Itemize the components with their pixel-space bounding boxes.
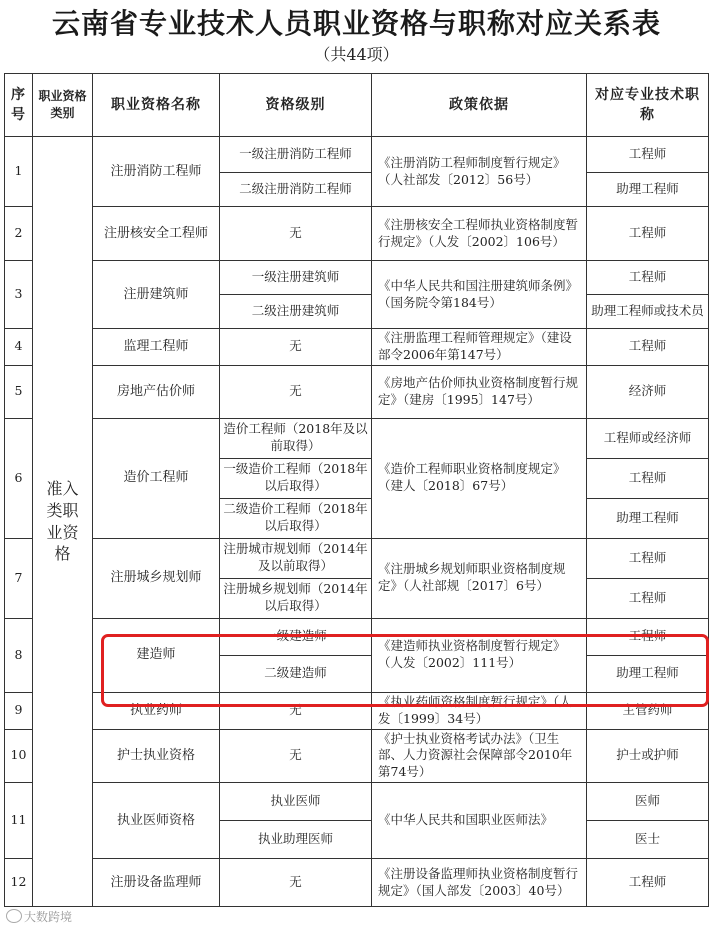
qualification-level: 造价工程师（2018年及以前取得） <box>220 418 372 458</box>
qualification-name: 房地产估价师 <box>93 365 220 418</box>
table-row <box>5 692 709 729</box>
qualification-name: 注册设备监理师 <box>93 859 220 907</box>
qualification-level: 二级造价工程师（2018年以后取得） <box>220 498 372 538</box>
row-number: 12 <box>5 859 33 907</box>
row-number: 2 <box>5 207 33 261</box>
header-policy: 政策依据 <box>372 74 587 137</box>
professional-title: 工程师 <box>587 137 709 173</box>
table-row <box>5 261 709 295</box>
policy-basis: 《注册核安全工程师执业资格制度暂行规定》（人发〔2002〕106号） <box>372 207 587 261</box>
row-number: 4 <box>5 329 33 366</box>
policy-basis: 《中华人民共和国注册建筑师条例》（国务院令第184号） <box>372 261 587 329</box>
professional-title: 助理工程师或技术员 <box>587 295 709 329</box>
table-row <box>5 365 709 418</box>
header-title: 对应专业技术职称 <box>587 74 709 137</box>
qualification-level: 无 <box>220 207 372 261</box>
professional-title: 护士或护师 <box>587 729 709 783</box>
qualification-name: 注册消防工程师 <box>93 137 220 207</box>
qualification-level: 注册城市规划师（2014年及以前取得） <box>220 538 372 578</box>
qualification-name: 注册建筑师 <box>93 261 220 329</box>
qualification-level: 执业助理医师 <box>220 821 372 859</box>
professional-title: 工程师 <box>587 578 709 618</box>
policy-basis: 《房地产估价师执业资格制度暂行规定》（建房〔1995〕147号） <box>372 365 587 418</box>
policy-basis: 《建造师执业资格制度暂行规定》（人发〔2002〕111号） <box>372 618 587 692</box>
weibo-icon <box>6 909 22 923</box>
qualification-level: 无 <box>220 692 372 729</box>
header-category: 职业资格类别 <box>33 74 93 137</box>
row-number: 7 <box>5 538 33 618</box>
qualification-table <box>4 73 709 907</box>
qualification-name: 造价工程师 <box>93 418 220 538</box>
qualification-level: 执业医师 <box>220 783 372 821</box>
professional-title: 工程师 <box>587 458 709 498</box>
table-row <box>5 729 709 783</box>
qualification-name: 建造师 <box>93 618 220 692</box>
qualification-level: 注册城乡规划师（2014年以后取得） <box>220 578 372 618</box>
professional-title: 医师 <box>587 783 709 821</box>
professional-title: 医士 <box>587 821 709 859</box>
qualification-level: 二级注册消防工程师 <box>220 173 372 207</box>
watermark <box>6 908 72 925</box>
qualification-level: 一级造价工程师（2018年以后取得） <box>220 458 372 498</box>
qualification-level: 一级注册建筑师 <box>220 261 372 295</box>
row-number: 9 <box>5 692 33 729</box>
professional-title: 工程师 <box>587 538 709 578</box>
header-seq: 序号 <box>5 74 33 137</box>
professional-title: 助理工程师 <box>587 655 709 692</box>
qualification-name: 监理工程师 <box>93 329 220 366</box>
qualification-name: 注册城乡规划师 <box>93 538 220 618</box>
qualification-level: 无 <box>220 365 372 418</box>
table-row <box>5 207 709 261</box>
professional-title: 工程师 <box>587 207 709 261</box>
qualification-name: 执业药师 <box>93 692 220 729</box>
table-row <box>5 418 709 458</box>
table-row <box>5 783 709 821</box>
table-row <box>5 618 709 655</box>
professional-title: 工程师 <box>587 618 709 655</box>
row-number: 1 <box>5 137 33 207</box>
table-row <box>5 538 709 578</box>
qualification-level: 一级建造师 <box>220 618 372 655</box>
qualification-name: 护士执业资格 <box>93 729 220 783</box>
qualification-level: 无 <box>220 859 372 907</box>
qualification-level: 二级建造师 <box>220 655 372 692</box>
document-subtitle: （共44项） <box>314 45 399 64</box>
qualification-level: 二级注册建筑师 <box>220 295 372 329</box>
row-number: 6 <box>5 418 33 538</box>
policy-basis: 《中华人民共和国职业医师法》 <box>372 783 587 859</box>
row-number: 10 <box>5 729 33 783</box>
professional-title: 工程师 <box>587 261 709 295</box>
header-level: 资格级别 <box>220 74 372 137</box>
header-name: 职业资格名称 <box>93 74 220 137</box>
category-cell <box>33 137 93 907</box>
professional-title: 经济师 <box>587 365 709 418</box>
row-number: 8 <box>5 618 33 692</box>
table-row <box>5 859 709 907</box>
document-title: 云南省专业技术人员职业资格与职称对应关系表 <box>51 7 661 40</box>
qualification-name: 执业医师资格 <box>93 783 220 859</box>
qualification-level: 一级注册消防工程师 <box>220 137 372 173</box>
row-number: 3 <box>5 261 33 329</box>
policy-basis: 《注册消防工程师制度暂行规定》（人社部发〔2012〕56号） <box>372 137 587 207</box>
policy-basis: 《执业药师资格制度暂行规定》（人发〔1999〕34号） <box>372 692 587 729</box>
qualification-level: 无 <box>220 329 372 366</box>
watermark-text: 大数跨境 <box>24 910 73 924</box>
policy-basis: 《注册设备监理师执业资格制度暂行规定》（国人部发〔2003〕40号） <box>372 859 587 907</box>
row-number: 5 <box>5 365 33 418</box>
table-row <box>5 137 709 173</box>
category-label: 准入类职业资格 <box>46 479 79 564</box>
policy-basis: 《造价工程师职业资格制度规定》（建人〔2018〕67号） <box>372 418 587 538</box>
qualification-name: 注册核安全工程师 <box>93 207 220 261</box>
professional-title: 工程师 <box>587 859 709 907</box>
professional-title: 工程师 <box>587 329 709 366</box>
table-row <box>5 329 709 366</box>
policy-basis: 《注册监理工程师管理规定》（建设部令2006年第147号） <box>372 329 587 366</box>
policy-basis: 《注册城乡规划师职业资格制度规定》（人社部规〔2017〕6号） <box>372 538 587 618</box>
professional-title: 主管药师 <box>587 692 709 729</box>
row-number: 11 <box>5 783 33 859</box>
policy-basis: 《护士执业资格考试办法》（卫生部、人力资源社会保障部令2010年第74号） <box>372 729 587 783</box>
qualification-level: 无 <box>220 729 372 783</box>
professional-title: 助理工程师 <box>587 173 709 207</box>
professional-title: 助理工程师 <box>587 498 709 538</box>
professional-title: 工程师或经济师 <box>587 418 709 458</box>
